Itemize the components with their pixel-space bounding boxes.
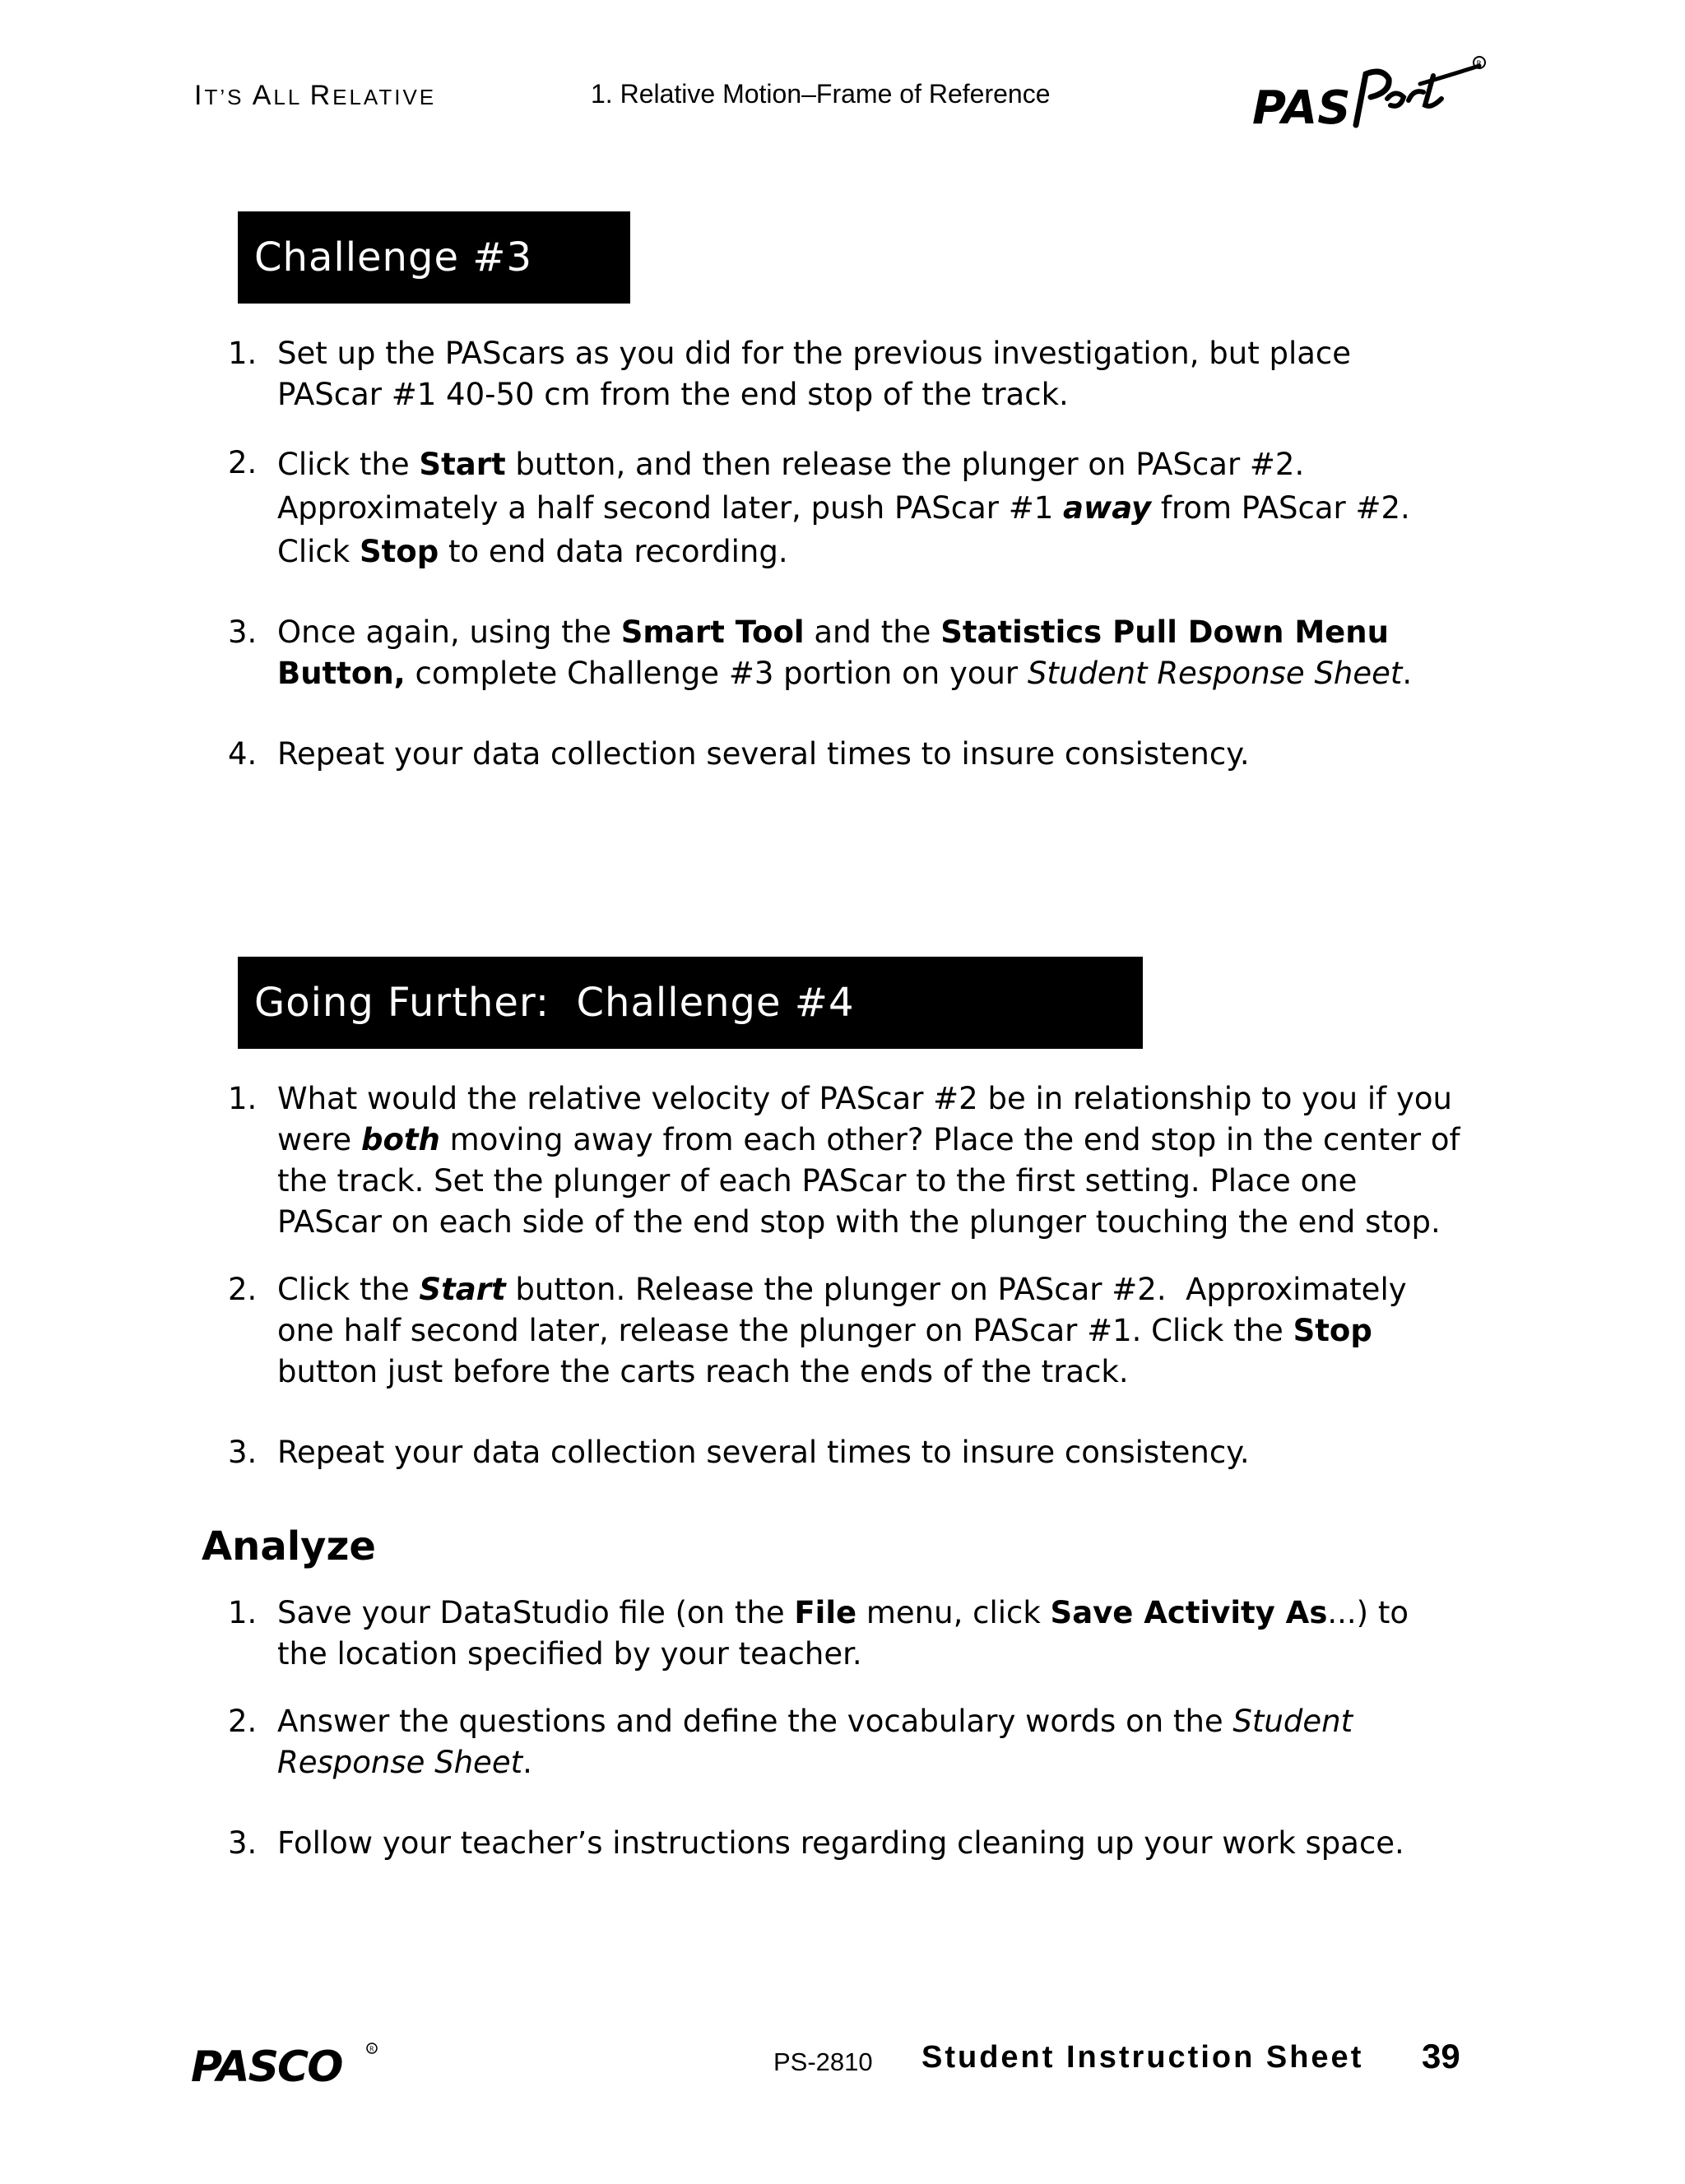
step-text-part: menu, click — [856, 1595, 1051, 1630]
step-number: 1. — [228, 1081, 258, 1116]
step-text-part: and the — [804, 614, 941, 650]
step-text — [277, 333, 1462, 415]
save-activity-as-term: Save Activity As — [1050, 1595, 1328, 1630]
step-text-part: complete Challenge #3 portion on your — [405, 656, 1028, 691]
activity-subtitle: 1. Relative Motion–Frame of Reference — [591, 79, 1051, 109]
step-number: 1. — [228, 1595, 258, 1630]
start-term: Start — [419, 1272, 506, 1307]
step-text-part: Set up the PAScars as you did for the previous investigation, but place PAScar #1 40-50 cm from the end stop of the track. — [277, 336, 1352, 412]
step-number: 3. — [228, 1435, 258, 1470]
step-number: 2. — [228, 1272, 258, 1307]
pasco-logo — [189, 2040, 378, 2088]
step-text: Follow your teacher’s instructions regarding cleaning up your work space. — [277, 1825, 1404, 1861]
step-text-part: Once again, using the — [277, 614, 621, 650]
challenge-4-title: Going Further: Challenge #4 — [254, 980, 855, 1026]
step-text-part: to end data recording. — [439, 534, 788, 569]
step-text-part: button. Release the plunger on PAScar #2. Approximately one half second later, release the plunger on PAScar #1. Click the — [277, 1272, 1417, 1348]
away-term: away — [1063, 490, 1152, 526]
step-text-part: Answer the questions and define the vocabulary words on the — [277, 1704, 1233, 1739]
step-text-part: button just before the carts reach the ends of the track. — [277, 1354, 1129, 1389]
challenge-3-banner — [238, 211, 630, 304]
step-text — [277, 612, 1462, 694]
step-text — [277, 443, 1462, 573]
smart-tool-term: Smart Tool — [620, 614, 805, 650]
file-menu-term: File — [794, 1595, 857, 1630]
section-title-initial-a: A — [252, 80, 274, 111]
step-text: Repeat your data collection several times to insure consistency. — [277, 736, 1250, 772]
step-text-part: from PAScar #2. Click — [277, 490, 1410, 569]
document-type: Student Instruction Sheet — [921, 2040, 1364, 2075]
challenge-3-title: Challenge #3 — [254, 234, 532, 281]
step-text — [277, 1593, 1462, 1675]
step-text-part: moving away from each other? Place the end stop in the center of the track. Set the plunger of each PAScar to the first setting. Place one PAScar on each side of the end stop with the plunger touching the end stop. — [277, 1122, 1460, 1240]
section-title-initial-r: R — [309, 80, 333, 111]
start-term: Start — [419, 447, 506, 482]
pasport-logo — [1251, 51, 1489, 133]
response-sheet-term: Student Response Sheet — [1027, 656, 1403, 691]
svg-text:R: R — [1476, 60, 1482, 68]
section-title-initial-i: I — [194, 80, 205, 111]
step-text-part: Click the — [277, 447, 420, 482]
step-number: 4. — [228, 736, 258, 772]
section-title — [194, 80, 436, 112]
section-title-part-1: T’S — [204, 85, 253, 109]
stop-term: Stop — [1293, 1313, 1372, 1348]
step-text-part: . — [522, 1745, 532, 1780]
page-number: 39 — [1422, 2037, 1460, 2075]
step-text — [277, 1269, 1462, 1393]
step-number: 2. — [228, 445, 258, 480]
step-text-part: . — [1402, 656, 1413, 691]
step-text-part: ...) to the location specified by your teacher. — [277, 1595, 1409, 1672]
step-text-part: What would the relative velocity of PAScar #2 be in relationship to you if you were — [277, 1081, 1452, 1157]
step-number: 3. — [228, 614, 258, 650]
svg-text:PAS: PAS — [1252, 81, 1351, 133]
step-text: Repeat your data collection several times to insure consistency. — [277, 1435, 1250, 1470]
step-number: 3. — [228, 1825, 258, 1861]
step-text-part: button, and then release the plunger on PAScar #2. Approximately a half second later, push PAScar #1 — [277, 447, 1305, 526]
step-number: 2. — [228, 1704, 258, 1739]
section-title-part-2: LL — [273, 85, 310, 109]
response-sheet-term: Student Response Sheet — [277, 1704, 1353, 1780]
svg-text:R: R — [369, 2045, 374, 2053]
step-text — [277, 1078, 1462, 1243]
document-code: PS-2810 — [773, 2047, 873, 2076]
both-term: both — [360, 1122, 440, 1157]
stop-term: Stop — [359, 534, 439, 569]
step-number: 1. — [228, 336, 258, 371]
svg-text:PASCO: PASCO — [191, 2043, 342, 2088]
challenge-4-banner — [238, 957, 1143, 1049]
section-title-part-3: ELATIVE — [332, 85, 437, 109]
analyze-heading: Analyze — [202, 1523, 376, 1570]
step-text — [277, 1701, 1462, 1783]
statistics-menu-term: Statistics Pull Down Menu Button, — [277, 614, 1389, 691]
step-text-part: Click the — [277, 1272, 420, 1307]
step-text-part: Save your DataStudio file (on the — [277, 1595, 795, 1630]
